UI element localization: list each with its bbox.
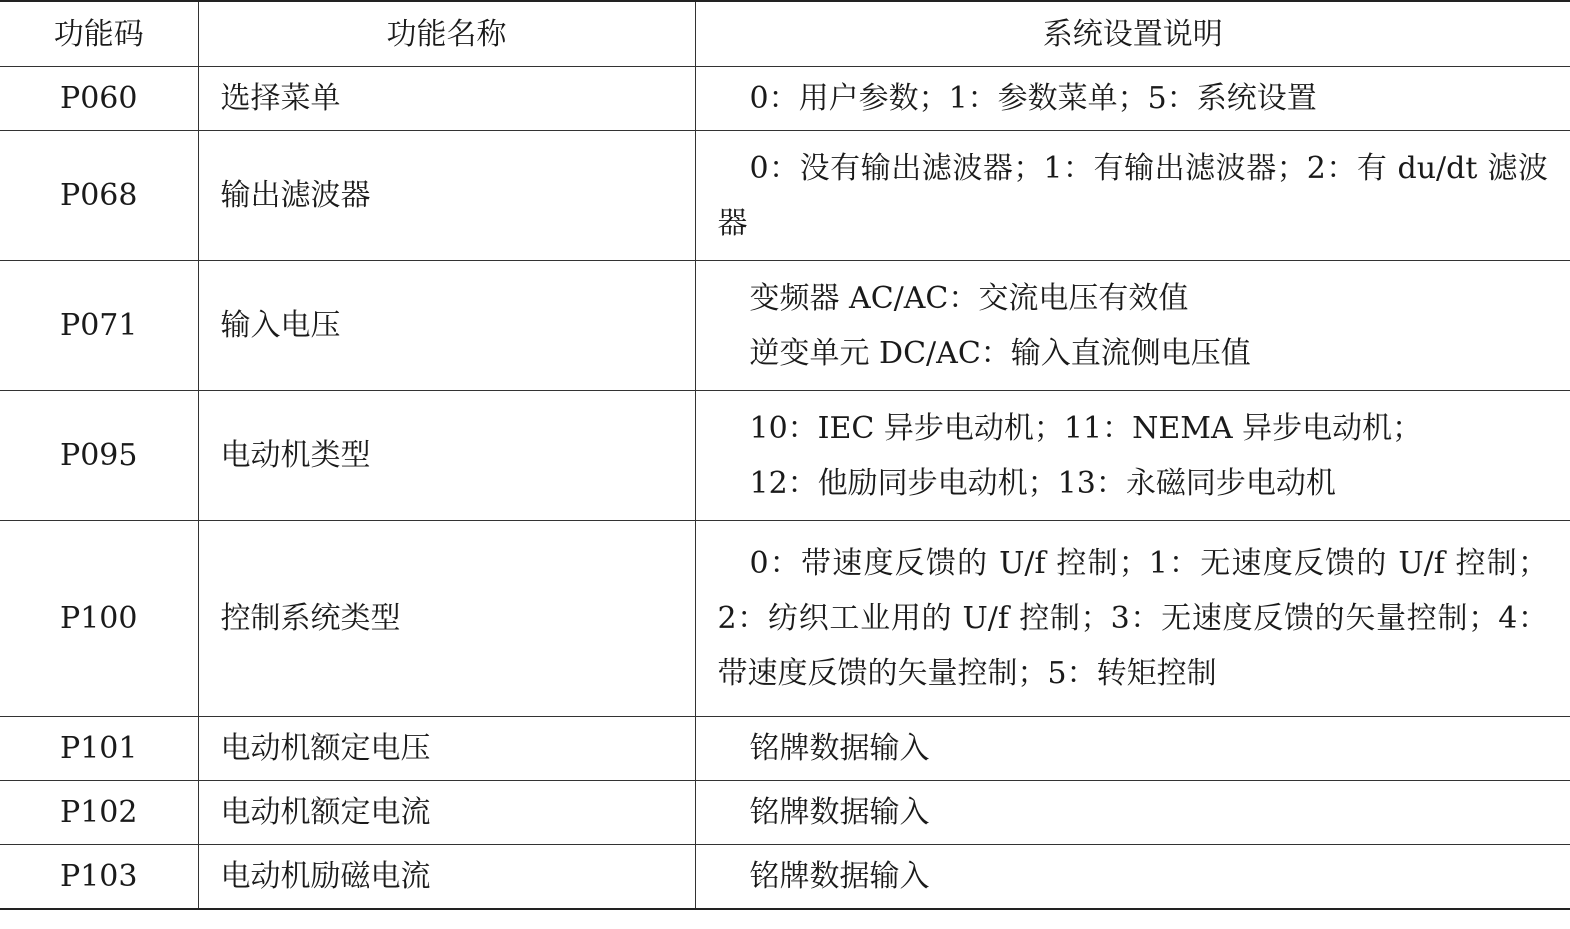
header-function-name: 功能名称	[198, 1, 695, 67]
function-name-cell: 电动机额定电压	[198, 717, 695, 781]
table-header-row	[0, 1, 1570, 67]
function-name-cell: 电动机额定电流	[198, 781, 695, 845]
function-code-cell: P101	[0, 717, 198, 781]
function-name-cell: 电动机类型	[198, 391, 695, 521]
table-row	[0, 261, 1570, 391]
header-system-setting-description: 系统设置说明	[695, 1, 1570, 67]
function-code-cell: P060	[0, 67, 198, 131]
description-cell	[695, 717, 1570, 781]
description-cell	[695, 67, 1570, 131]
function-code-cell: P100	[0, 521, 198, 717]
function-name-cell: 选择菜单	[198, 67, 695, 131]
description-line: 10：IEC 异步电动机；11：NEMA 异步电动机；	[749, 410, 1423, 446]
description-line: 铭牌数据输入	[749, 795, 930, 830]
table-row	[0, 391, 1570, 521]
description-line: 变频器 AC/AC：交流电压有效值	[749, 280, 1189, 316]
description-cell	[695, 781, 1570, 845]
description-line: 铭牌数据输入	[749, 731, 930, 766]
function-code-cell: P103	[0, 845, 198, 909]
function-name-cell: 输入电压	[198, 261, 695, 391]
header-function-code: 功能码	[0, 1, 198, 67]
table-row	[0, 67, 1570, 131]
function-code-cell: P071	[0, 261, 198, 391]
description-cell: 0：没有输出滤波器；1：有输出滤波器；2：有 du/dt 滤波器	[695, 131, 1570, 261]
table-row	[0, 781, 1570, 845]
description-cell	[695, 845, 1570, 909]
function-name-cell: 电动机励磁电流	[198, 845, 695, 909]
description-line: 12：他励同步电动机；13：永磁同步电动机	[749, 465, 1336, 501]
function-code-cell: P095	[0, 391, 198, 521]
function-code-cell: P068	[0, 131, 198, 261]
description-line: 铭牌数据输入	[749, 858, 930, 894]
description-cell	[695, 261, 1570, 391]
table-row	[0, 717, 1570, 781]
description-cell: 0：带速度反馈的 U/f 控制；1：无速度反馈的 U/f 控制；2：纺织工业用的 U/f 控制；3：无速度反馈的矢量控制；4：带速度反馈的矢量控制；5：转矩控制	[695, 521, 1570, 717]
description-line: 0：用户参数；1：参数菜单；5：系统设置	[749, 81, 1317, 116]
function-code-cell: P102	[0, 781, 198, 845]
table-row	[0, 131, 1570, 261]
description-cell	[695, 391, 1570, 521]
table-row	[0, 521, 1570, 717]
function-name-cell: 控制系统类型	[198, 521, 695, 717]
description-line: 逆变单元 DC/AC：输入直流侧电压值	[749, 335, 1251, 371]
table-row	[0, 845, 1570, 909]
function-name-cell: 输出滤波器	[198, 131, 695, 261]
